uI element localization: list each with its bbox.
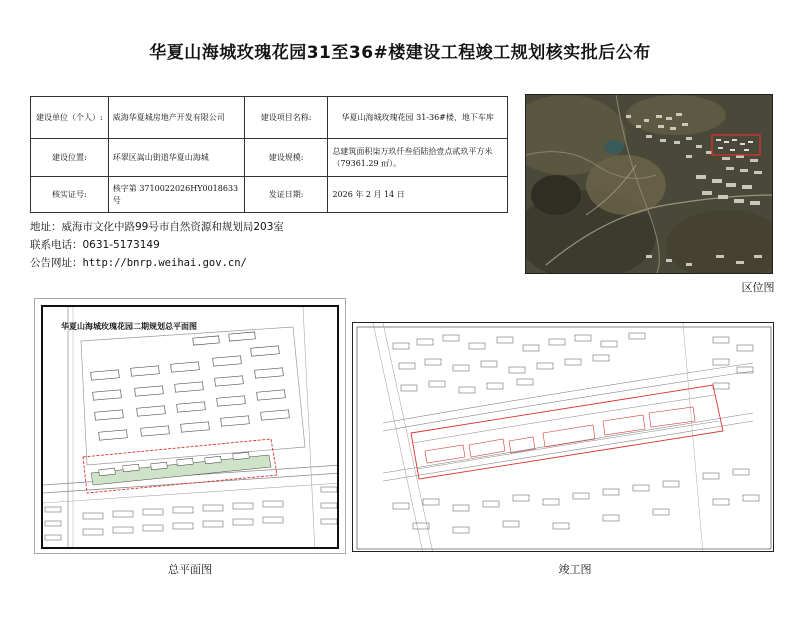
- as-built-redline: [411, 385, 723, 479]
- location-label: 建设位置:: [31, 139, 109, 177]
- master-plan-caption: 总平面图: [168, 563, 212, 576]
- location-map-caption: 区位图: [741, 281, 775, 294]
- unit-label: 建设单位（个人）:: [31, 97, 109, 139]
- cert-label: 核实证号:: [31, 177, 109, 213]
- as-built-drawing: [352, 322, 774, 552]
- unit-value: 威海华夏城房地产开发有限公司: [108, 97, 244, 139]
- project-value: 华夏山海城玫瑰花园 31-36#楼、地下车库: [328, 97, 508, 139]
- scale-label: 建设规模:: [244, 139, 328, 177]
- website-line: [30, 255, 247, 270]
- cert-value: 核字第 3710022026HY0018633 号: [108, 177, 244, 213]
- page-title: 华夏山海城玫瑰花园31至36#楼建设工程竣工规划核实批后公布: [149, 43, 651, 63]
- master-plan-drawing: [34, 298, 346, 554]
- location-map-image: [525, 94, 773, 274]
- date-label: 发证日期:: [244, 177, 328, 213]
- master-plan-svg: [43, 307, 339, 549]
- address-text: 地址：威海市文化中路99号市自然资源和规划局203室: [30, 221, 284, 233]
- date-value: 2026 年 2 月 14 日: [328, 177, 508, 213]
- project-label: 建设项目名称:: [244, 97, 328, 139]
- website-link[interactable]: http://bnrp.weihai.gov.cn/: [82, 257, 247, 269]
- scale-value: 总建筑面积柒万玖仟叁佰陆拾壹点贰玖平方米（79361.29 ㎡）。: [328, 139, 508, 177]
- website-label: 公告网址：: [30, 257, 83, 269]
- as-built-caption: 竣工图: [558, 563, 592, 576]
- as-built-svg: [353, 323, 774, 552]
- satellite-image: [526, 95, 773, 274]
- phone-text: 联系电话：0631-5173149: [30, 239, 160, 251]
- info-table: [30, 96, 508, 213]
- master-plan-title: 华夏山海城玫瑰花园二期规划总平面图: [61, 322, 197, 331]
- location-value: 环翠区嵩山街道华夏山海城: [108, 139, 244, 177]
